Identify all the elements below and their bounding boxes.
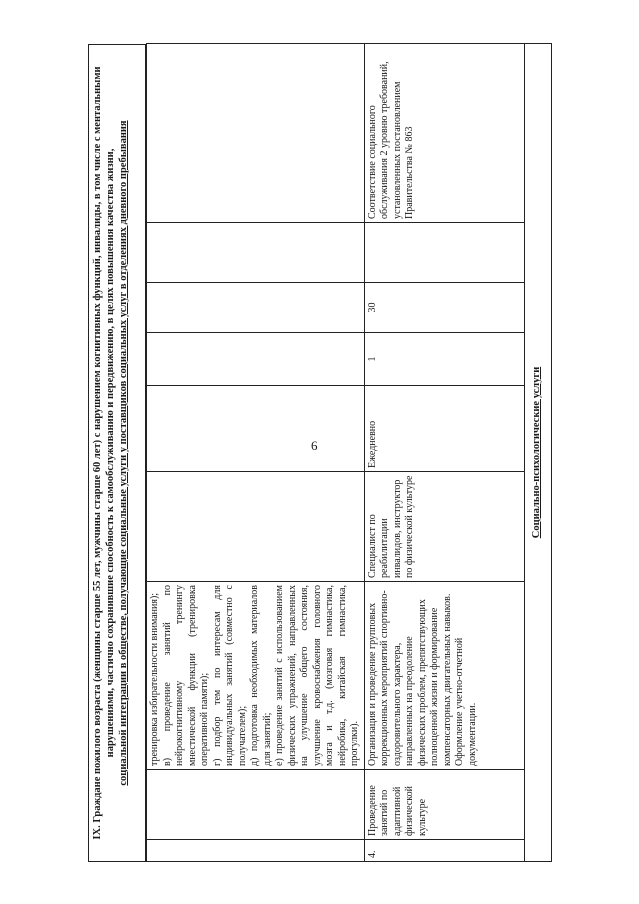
cell-volume: 30 [364, 283, 524, 333]
description-line: г) подбор тем по интересам для индивидуальных занятий (совместно с получателем); [211, 585, 248, 766]
cell-criteria [364, 223, 524, 283]
description-line: в) проведение занятий по нейрокогнитивному тренингу мнестической функции (тренировка оперативной памяти); [161, 585, 210, 766]
cell-volume [147, 283, 365, 333]
services-table [146, 43, 552, 862]
table-row [147, 44, 365, 862]
cell-result: Соответствие социального обслуживания 2 уровню требований, установленных постановлением Правительства № 863 [364, 44, 524, 223]
cell-name [147, 770, 365, 840]
cell-description: Организация и проведение групповых коррекционных мероприятий спортивно-оздоровительного характера, направленных на преодоление физических проблем, препятствующих полноценной жизни и формирование компенсаторных двигательных навыков. Оформление учетно-отчетной документации. [364, 582, 524, 770]
cell-executor [147, 472, 365, 582]
table-row [524, 44, 551, 862]
cell-name: Проведение занятий по адаптивной физической культуре [364, 770, 524, 840]
cell-criteria [147, 223, 365, 283]
cell-num: 4. [364, 840, 524, 862]
table-row [364, 44, 524, 862]
cell-num [147, 840, 365, 862]
cell-description [147, 582, 365, 770]
cell-periodicity [147, 386, 365, 472]
section-title-text: IX. Граждане пожилого возраста (женщины старше 55 лет, мужчины старше 60 лет) с нарушением когнитивных функций, инвалиды, в том числе с ментальными нарушениями, частично сохранившие способность к самообслуживанию и передвижению, в целях повышения качества жизни, [92, 66, 116, 840]
rotated-page-content [88, 44, 556, 862]
cell-executor: Специалист по реабилитации инвалидов, инструктор по физической культуре [364, 472, 524, 582]
page-number: 6 [311, 438, 318, 453]
cell-result [147, 44, 365, 223]
section-title-underlined: социальной интеграции в обществе, получающие социальные услуги у поставщиков социальных услуг в отделениях дневного пребывания [118, 120, 129, 786]
description-line: е) проведение занятий с использованием физических упражнений, направленных на улучшение общего состояния, улучшение кровоснабжения головного мозга и т.д. (мозговая гимнастика, нейробика, китайская гимнастика, прогулки). [274, 585, 360, 766]
section-title [88, 44, 146, 862]
cell-quantity [147, 333, 365, 386]
description-line: тренировка избирательности внимания); [149, 592, 160, 766]
cell-periodicity: Ежедневно [364, 386, 524, 472]
cell-quantity: 1 [364, 333, 524, 386]
footer-heading: Социально-психологические услуги [524, 44, 551, 862]
description-line: д) подготовка необходимых материалов для занятий; [249, 585, 273, 766]
